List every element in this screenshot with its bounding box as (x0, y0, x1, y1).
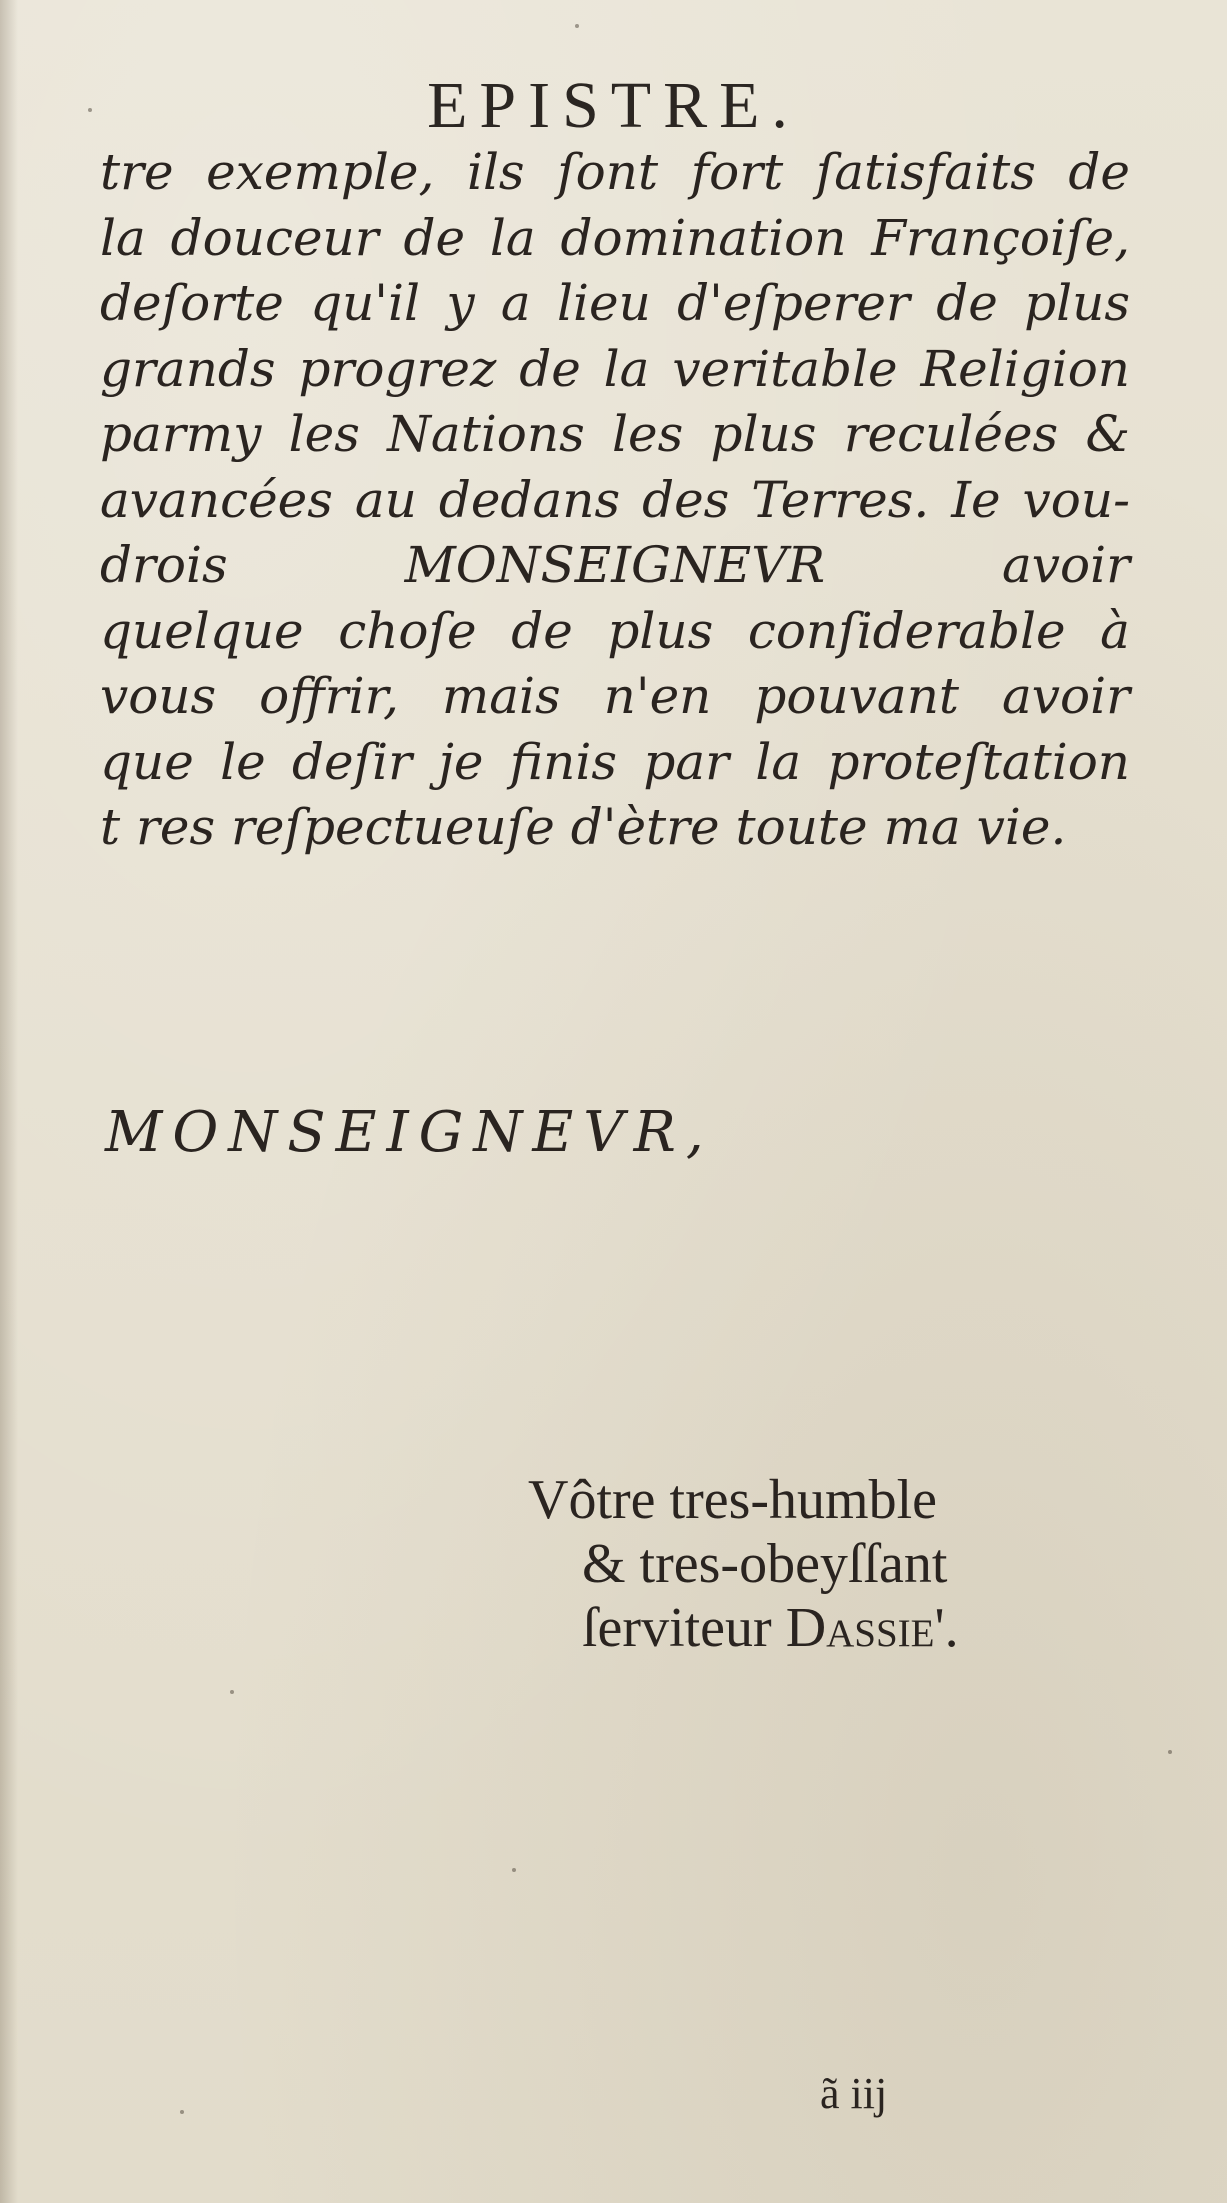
paper-speck (230, 1690, 234, 1694)
text-line: avancées au dedans des Terres. Ie vou- (100, 470, 1130, 529)
running-title: EPISTRE. (427, 69, 800, 142)
paper-speck (180, 2110, 184, 2114)
text-line: la douceur de la domination Françoiſe, (100, 208, 1130, 267)
text-line: drois MONSEIGNEVR avoir (100, 536, 1130, 594)
signature-mark: ã iij (820, 2069, 888, 2118)
text-line: parmy les Nations les plus reculées & (100, 405, 1130, 463)
signature-prefix: ſerviteur (582, 1597, 786, 1659)
text-line: que le deſir je finis par la proteſtation (100, 732, 1130, 791)
text-line: quelque choſe de plus conſiderable à (100, 601, 1130, 660)
signature-line: Vôtre tres-humble (528, 1469, 937, 1531)
signature-line (528, 1596, 959, 1660)
signature-line: & tres-obeyſſant (582, 1533, 948, 1595)
page-gutter-shadow (0, 0, 18, 2203)
paper-speck (88, 108, 92, 112)
paper-speck (1168, 1750, 1172, 1754)
signature-block (528, 1468, 959, 1660)
salutation: MONSEIGNEVR, (105, 1100, 714, 1165)
text-line: grands progrez de la veritable Religion (100, 339, 1130, 398)
signature-name: Dassie'. (785, 1597, 959, 1659)
text-line: t res reſpectueuſe d'ètre toute ma vie. (100, 798, 1067, 856)
paper-speck (575, 24, 579, 28)
body-text (100, 140, 1130, 861)
text-line: deſorte qu'il y a lieu d'eſperer de plus (100, 274, 1130, 332)
text-line: tre exemple, ils ſont fort ſatisfaits de (100, 143, 1130, 201)
paper-speck (512, 1868, 516, 1872)
text-line: vous offrir, mais n'en pouvant avoir (100, 667, 1130, 725)
